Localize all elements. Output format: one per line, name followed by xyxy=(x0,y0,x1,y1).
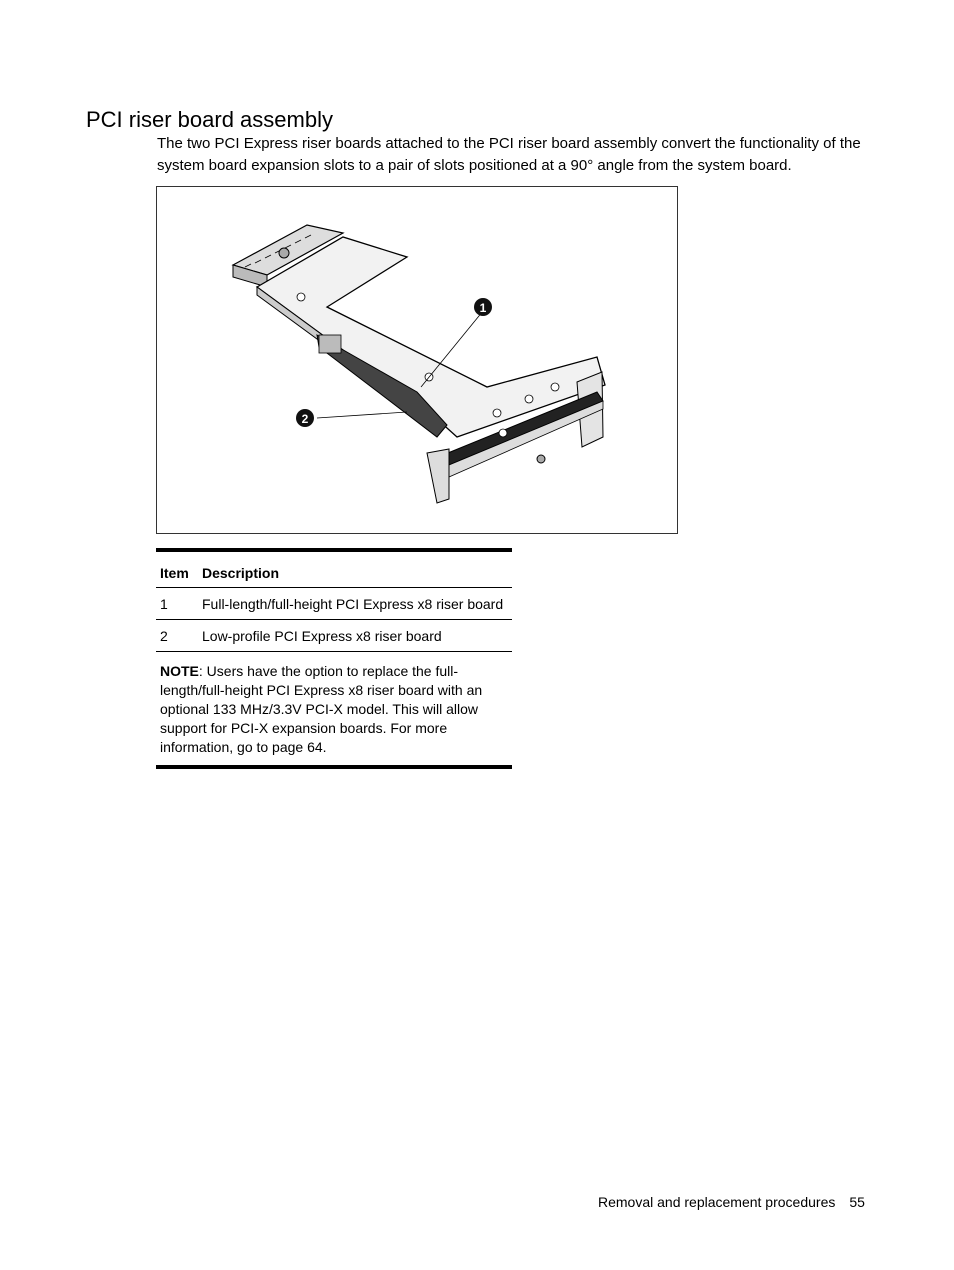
item-description: Full-length/full-height PCI Express x8 riser board xyxy=(198,588,512,620)
riser-board-illustration xyxy=(157,187,677,533)
note-label: NOTE xyxy=(160,663,199,679)
page-number: 55 xyxy=(849,1194,865,1210)
page-title: PCI riser board assembly xyxy=(86,106,333,132)
item-column-header: Item xyxy=(156,550,198,588)
intro-paragraph: The two PCI Express riser boards attached to the PCI riser board assembly convert the functionality of the system board expansion slots to a pair of slots positioned at a 90° angle from the system board. xyxy=(157,135,861,174)
note-text: : Users have the option to replace the full-length/full-height PCI Express x8 riser board with an optional 133 MHz/3.3V PCI-X model. This will allow support for PCI-X expansion boards. For more information, go to page 64. xyxy=(160,663,483,755)
item-number: 2 xyxy=(156,620,198,652)
item-number: 1 xyxy=(156,588,198,620)
table-row xyxy=(156,620,512,652)
items-table xyxy=(156,548,512,652)
callout-2-label: 2 xyxy=(301,412,309,426)
note-box xyxy=(156,662,512,769)
description-column-header: Description xyxy=(198,550,512,588)
riser-board-figure xyxy=(156,186,678,534)
thumbscrew-bottom xyxy=(537,455,545,463)
thumbscrew-top xyxy=(279,248,289,258)
footer-section: Removal and replacement procedures xyxy=(598,1194,836,1210)
callout-1-label: 1 xyxy=(479,301,487,315)
item-description: Low-profile PCI Express x8 riser board xyxy=(198,620,512,652)
page-footer xyxy=(598,1194,865,1210)
table-row xyxy=(156,588,512,620)
table-header-row xyxy=(156,550,512,588)
